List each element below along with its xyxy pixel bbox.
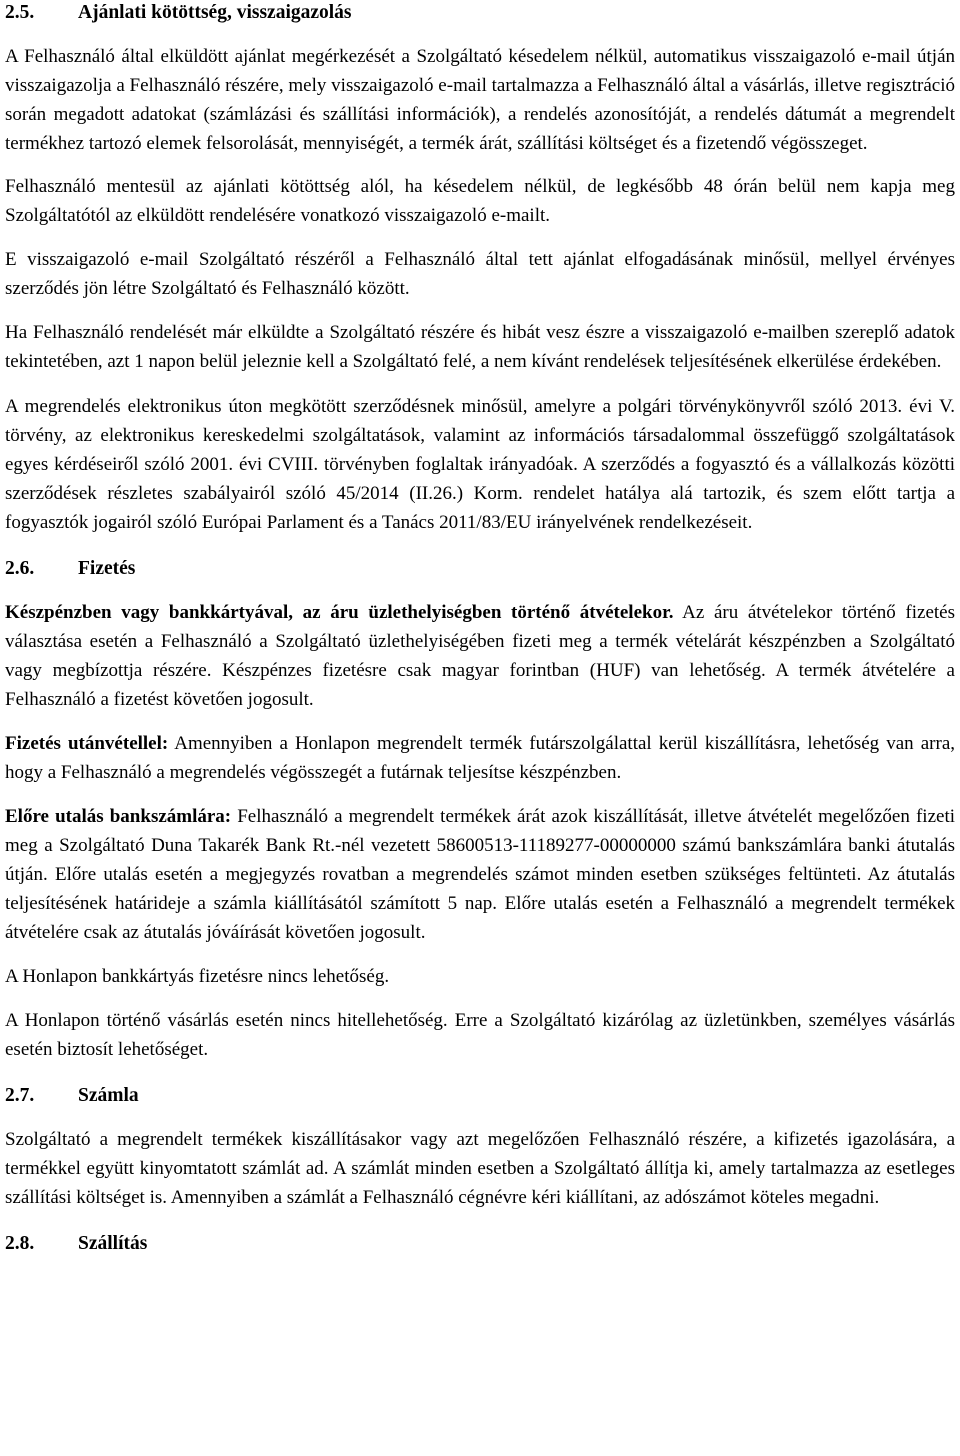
section-number: 2.8.: [5, 1233, 35, 1254]
payment-method-label: Előre utalás bankszámlára:: [5, 806, 232, 827]
section-title: Fizetés: [78, 558, 136, 579]
paragraph: A Felhasználó által elküldött ajánlat megérkezését a Szolgáltató késedelem nélkül, automatikus visszaigazoló e-mail útján visszaigazolja a Felhasználó részére, mely visszaigazoló e-mail tartalmazza a Felhasználó által a vásárlás, illetve regisztráció során megadott adatokat (számlázási és szállítási információk), a rendelés azonosítóját, a rendelés dátumát a megrendelt termékhez tartozó elemek felsorolását, mennyiségét, a termék árát, szállítási költséget és a fizetendő végösszeget.: [5, 46, 955, 154]
section-number: 2.5.: [5, 2, 35, 23]
document-page: [5, 0, 955, 1258]
paragraph: A Honlapon bankkártyás fizetésre nincs lehetőség.: [5, 966, 390, 987]
paragraph: Felhasználó mentesül az ajánlati kötöttség alól, ha késedelem nélkül, de legkésőbb 48 órán belül nem kapja meg Szolgáltatótól az elküldött rendelésére vonatkozó visszaigazoló e-mailt.: [5, 176, 955, 226]
section-heading-2-5: [5, 0, 955, 27]
section-heading-2-6: [5, 554, 955, 583]
paragraph: A Honlapon történő vásárlás esetén nincs hitellehetőség. Erre a Szolgáltató kizárólag az üzletünkben, személyes vásárlás esetén biztosít lehetőséget.: [5, 1010, 955, 1060]
section-number: 2.7.: [5, 1085, 35, 1106]
section-title: Számla: [78, 1085, 139, 1106]
section-title: Ajánlati kötöttség, visszaigazolás: [78, 2, 352, 23]
paragraph-bank-transfer: [5, 802, 955, 947]
section-number: 2.6.: [5, 558, 35, 579]
paragraph-cash-payment: [5, 598, 955, 714]
payment-method-label: Készpénzben vagy bankkártyával, az áru üzlethelyiségben történő átvételekor.: [5, 602, 674, 623]
paragraph-cod-payment: [5, 729, 955, 787]
payment-method-label: Fizetés utánvétellel:: [5, 733, 169, 754]
paragraph: Szolgáltató a megrendelt termékek kiszállításakor vagy azt megelőzően Felhasználó részére, a kifizetés igazolására, a termékkel együtt kinyomtatott számlát ad. A számlát minden esetben a Szolgáltató állítja ki, amely tartalmazza az esetleges szállítási költséget is. Amennyiben a számlát a Felhasználó cégnévre kéri kiállítani, az adószámot köteles megadni.: [5, 1129, 955, 1208]
section-heading-2-7: [5, 1081, 955, 1110]
paragraph-text: Amennyiben a Honlapon megrendelt termék futárszolgálattal kerül kiszállításra, lehetőség van arra, hogy a Felhasználó a megrendelés végösszegét a futárnak teljesítse készpénzben.: [5, 733, 955, 783]
paragraph: A megrendelés elektronikus úton megkötött szerződésnek minősül, amelyre a polgári törvénykönyvről szóló 2013. évi V. törvény, az elektronikus kereskedelmi szolgáltatások, valamint az információs társadalommal összefüggő szolgáltatások egyes kérdéseiről szóló 2001. évi CVIII. törvényben foglaltak irányadóak. A szerződés a fogyasztó és a vállalkozás közötti szerződések részletes szabályairól szóló 45/2014 (II.26.) Korm. rendelet hatálya alá tartozik, és szem előtt tartja a fogyasztók jogairól szóló Európai Parlament és a Tanács 2011/83/EU irányelvének rendelkezéseit.: [5, 396, 955, 533]
paragraph: Ha Felhasználó rendelését már elküldte a Szolgáltató részére és hibát vesz észre a visszaigazoló e-mailben szereplő adatok tekintetében, azt 1 napon belül jeleznie kell a Szolgáltató felé, a nem kívánt rendelések teljesítésének elkerülése érdekében.: [5, 322, 955, 372]
section-title: Szállítás: [78, 1233, 148, 1254]
paragraph-text: Felhasználó a megrendelt termékek árát azok kiszállítását, illetve átvételét megelőzően fizeti meg a Szolgáltató Duna Takarék Bank Rt.-nél vezetett 58600513-11189277-00000000 számú bankszámlára banki átutalás útján. Előre utalás esetén a megjegyzés rovatban a megrendelés számot minden esetben szükséges feltünteti. Az átutalás teljesítésének határideje a számla kiállításától számított 5 nap. Előre utalás esetén a Felhasználó a megrendelt termékek átvételére csak az átutalás jóváírását követően jogosult.: [5, 806, 955, 943]
paragraph: E visszaigazoló e-mail Szolgáltató részéről a Felhasználó által tett ajánlat elfogadásának minősül, mellyel érvényes szerződés jön létre Szolgáltató és Felhasználó között.: [5, 249, 955, 299]
section-heading-2-8: [5, 1229, 955, 1258]
paragraph-text: Az áru átvételekor történő fizetés választása esetén a Felhasználó a Szolgáltató üzlethelyiségében fizeti meg a termék vételárát készpénzben a Szolgáltató vagy megbízottja részére. Készpénzes fizetésre csak magyar forintban (HUF) van lehetőség. A termék átvételére a Felhasználó a fizetést követően jogosult.: [5, 602, 955, 710]
